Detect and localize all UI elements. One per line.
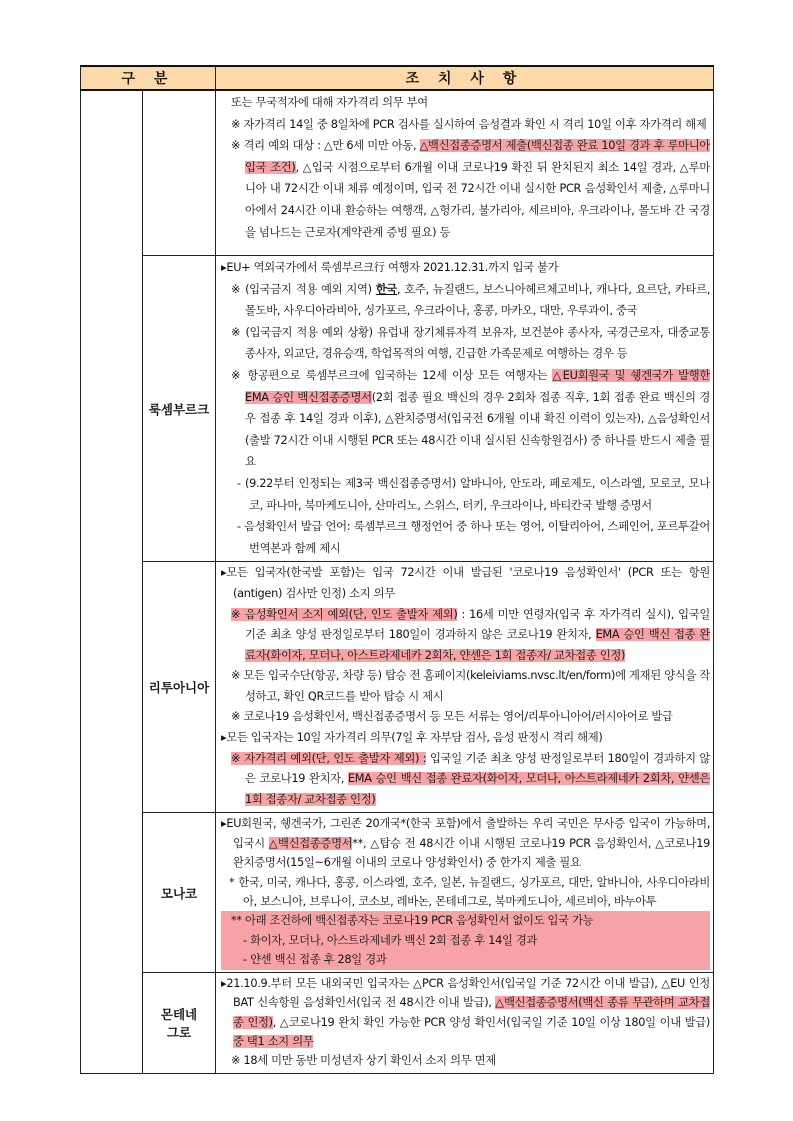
text-line: ▸EU+ 역외국가에서 룩셈부르크行 여행자 2021.12.31.까지 입국 불가 — [221, 261, 559, 274]
highlighted-text: EMA 승인 백신 접종 완료자(화이자, 모더나, 아스트라제네카 2회차, 얀센은 1회 접종자/ 교차접종 인정) — [245, 772, 710, 806]
table-row — [81, 256, 714, 562]
text-line: * 한국, 미국, 캐나다, 홍콩, 이스라엘, 호주, 일본, 뉴질랜드, 싱가포르, 대만, 알바니아, 사우디아라비아, 보스니아, 브루나이, 코소보, 레바논, 몬테네그로, 북마케도니아, 세르비아, 바누아투 — [229, 875, 710, 909]
text-run: 입국일 기준 최초 양성 판정일로부터 180일이 경과하지 않은 코로나19 완치자, — [245, 751, 710, 786]
highlighted-text: ※ 자가격리 예외(단, 인도 출발자 제외) : — [231, 751, 427, 765]
text-line: ※ (입국금지 적용 예외 상황) 유럽내 장기체류자격 보유자, 보건분야 종사자, 국경근로자, 대중교통 종사자, 외교단, 경유승객, 학업목적의 여행, 긴급한 가족문제로 여행하는 경우 등 — [231, 325, 710, 361]
table-row — [81, 813, 714, 972]
text-run: , △입국 시점으로부터 6개월 이내 코로나19 확진 뒤 완치된지 최소 14일 경과, △루마니아 내 72시간 이내 체류 예정이며, 입국 전 72시간 이내 실시한 PCR 음성확인서 제출, △루마니아에서 24시간 이내 환승하는 여행객, △헝가리, 불가리아, 세르비아, 우크라이나, 몰도바 간 국경을 넘나드는 근로자(계약관계 증빙 필요) 등 — [245, 160, 710, 239]
text-run: : 16세 미만 연령자(입국 후 자가격리 실시), 입국일 기준 최초 양성 판정일로부터 180일이 경과하지 않은 코로나19 완치자, — [245, 607, 710, 642]
text-line: ▸모든 입국자(한국발 포함)는 입국 72시간 이내 발급된 '코로나19 음성확인서' (PCR 또는 항원(antigen) 검사만 인정) 소지 의무 — [221, 566, 710, 600]
measures-cell — [216, 562, 714, 813]
table-row — [81, 90, 714, 256]
text-line: 또는 무국적자에 대해 자가격리 의무 부여 — [231, 96, 428, 109]
country-cell — [143, 90, 216, 256]
table-row — [81, 972, 714, 1073]
text-run: , 호주, 뉴질랜드, 보스니아헤르체고비나, 캐나다, 요르단, 카타르, 몰도바, 사우디아라비아, 싱가포르, 우크라이나, 홍콩, 마카오, 대만, 우루과이, 중국 — [245, 282, 710, 318]
highlighted-text: EMA 승인 백신 접종 완료자(화이자, 모더나, 아스트라제네카 2회차, 얀센은 1회 접종자/ 교차접종 인정) — [245, 628, 710, 662]
text-paragraph — [221, 974, 710, 1052]
text-run: ※ (입국금지 적용 예외 지역) — [231, 282, 376, 296]
country-cell: 모나코 — [143, 813, 216, 972]
highlighted-text: ※ 음성확인서 소지 예외(단, 인도 출발자 제외) — [231, 607, 458, 621]
text-line: ※ 코로나19 음성확인서, 백신접종증명서 등 모든 서류는 영어/리투아니아어/러시아어로 발급 — [231, 710, 673, 724]
text-paragraph — [221, 605, 710, 667]
text-run: , △코로나19 완치 확인 가능한 PCR 양성 확인서(입국일 기준 10일 이상 180일 이내 발급) — [272, 1015, 710, 1029]
highlighted-text: △백신접종증명서 제출(백신접종 완료 10일 경과 후 루마니아 입국 조건) — [245, 139, 710, 174]
text-paragraph — [221, 135, 710, 243]
measures-cell — [216, 813, 714, 972]
measures-cell — [216, 256, 714, 562]
text-line: ※ 모든 입국수단(항공, 차량 등) 탑승 전 홈페이지(keleiviams.nvsc.lt/en/form)에 게재된 양식을 작성하고, 확인 QR코드를 받아 탑승 시 제시 — [231, 669, 710, 703]
text-line: - 음성확인서 발급 언어: 룩셈부르크 행정언어 중 하나 또는 영어, 이탈리아어, 스페인어, 포르투갈어 번역본과 함께 제시 — [237, 520, 710, 555]
highlighted-line: - 화이자, 모더나, 아스트라제네카 백신 2회 접종 후 14일 경과 — [221, 931, 710, 950]
highlighted-text: △EU회원국 및 쉥겐국가 발행한 EMA 승인 백신접종증명서 — [245, 368, 711, 404]
text-run: ▸EU회원국, 쉥겐국가, 그린존 20개국*(한국 포함)에서 출발하는 우리 국민은 무사증 입국이 가능하며, 입국시 — [221, 817, 710, 850]
country-cell: 몬테네그로 — [143, 972, 216, 1073]
highlighted-line: ** 아래 조건하에 백신접종자는 코로나19 PCR 음성확인서 없이도 입국 가능 — [221, 911, 710, 930]
measures-cell — [216, 972, 714, 1073]
highlighted-text: △백신접종증명서 — [268, 836, 353, 850]
text-paragraph — [221, 814, 710, 872]
document-page — [80, 65, 713, 1074]
header-category: 구 분 — [81, 66, 216, 90]
region-cell — [81, 90, 143, 1073]
measures-cell — [216, 90, 714, 256]
text-paragraph — [221, 279, 710, 322]
country-cell: 룩셈부르크 — [143, 256, 216, 562]
text-line: - (9.22부터 인정되는 제3국 백신접종증명서) 알바니아, 안도라, 페로제도, 이스라엘, 모로코, 모나코, 파나마, 북마케도니아, 산마리노, 스위스, 터키, 우크라이나, 바티칸국 발행 증명서 — [237, 476, 710, 512]
text-run: ※ 항공편으로 룩셈부르크에 입국하는 12세 이상 모든 여행자는 — [231, 368, 553, 382]
text-paragraph — [221, 749, 710, 811]
text-run: **, △탑승 전 48시간 이내 시행된 코로나19 PCR 음성확인서, △코로나19 완치증명서(15일~6개월 이내의 코로나 양성확인서) 중 한가지 제출 필요 — [233, 836, 710, 870]
highlighted-text: 중 택1 소지 의무 — [233, 1034, 314, 1048]
text-run: (2회 접종 필요 백신의 경우 2회차 접종 직후, 1회 접종 완료 백신의 경우 접종 후 14일 경과 이후), △완치증명서(입국전 6개월 이내 확진 이력이 있는자), △음성확인서(출발 72시간 이내 시행된 PCR 또는 48시간 이내 실시된 신속항원검사) 중 하나를 반드시 제출 필요 — [245, 390, 711, 469]
text-run: ※ 격리 예외 대상 : △만 6세 미만 아동, — [231, 139, 420, 153]
country-cell: 리투아니아 — [143, 562, 216, 813]
highlighted-line: - 얀센 백신 접종 후 28일 경과 — [221, 950, 710, 969]
text-line: ▸모든 입국자는 10일 자가격리 의무(7일 후 자부담 검사, 음성 판정시 격리 해제) — [221, 731, 603, 745]
table-header — [81, 66, 714, 90]
text-line: ※ 18세 미만 동반 미성년자 상기 확인서 소지 의무 면제 — [231, 1054, 496, 1068]
table-row — [81, 562, 714, 813]
text-line: ※ 자가격리 14일 중 8일차에 PCR 검사를 실시하여 음성결과 확인 시 격리 10일 이후 자가격리 해제 — [231, 117, 707, 131]
text-run: ▸21.10.9.부터 모든 내외국민 입국자는 △PCR 음성확인서(입국일 기준 72시간 이내 발급), △EU 인정 BAT 신속항원 음성확인서(입국 전 48시간 이내 발급), — [221, 976, 710, 1010]
header-measures: 조 치 사 항 — [216, 66, 714, 90]
bold-underlined-text: 한국 — [375, 282, 398, 296]
measures-table — [80, 65, 714, 1074]
text-paragraph — [221, 365, 710, 473]
highlighted-text: △백신접종증명서(백신 종류 무관하며 교차접종 인정) — [233, 996, 711, 1029]
